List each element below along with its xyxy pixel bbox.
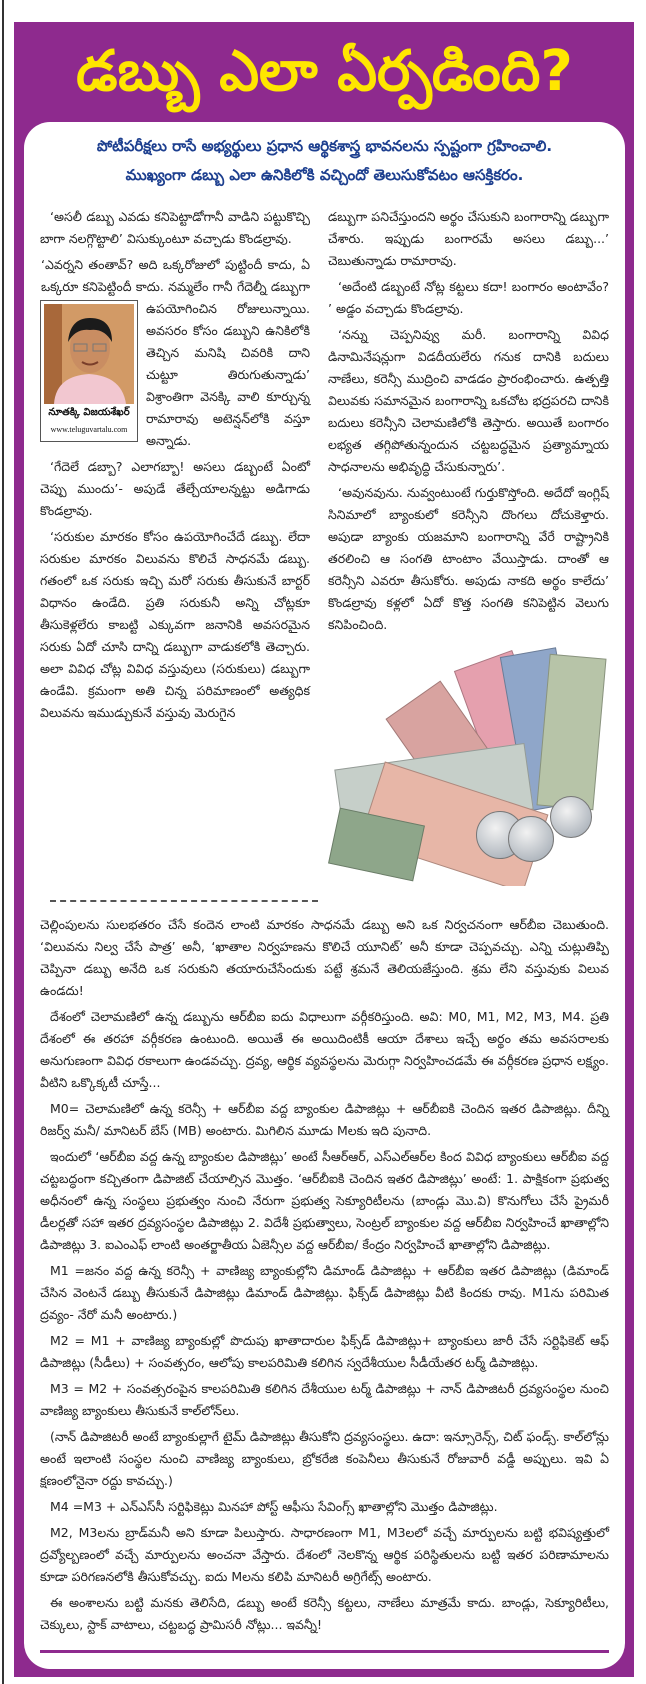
author-name: నూతక్కి విజయశేఖర్: [48, 407, 130, 418]
headline: డబ్బు ఎలా ఏర్పడింది?: [76, 39, 573, 104]
paragraph-text: ‘ఎవర్నని తంతావ్? అది ఒక్కరోజులో పుట్టిందీ కాదు, ఏ ఒక్కరూ కనిపెట్టిందీ కాదు. నమ్మలేం గానీ గేదెల్నీ డబ్బుగా ఉపయోగించిన రోజులున్నాయి. అవసరం కోసం డబ్బుని ఉనికిలోకి తెచ్చిన మనిషి చివరికి దాని చుట్టూ తిరుగుతున్నాడు’ విశ్రాంతిగా వెనక్కి వాలి కూర్చున్న రామారావు అటెన్షన్‌లోకి వస్తూ అన్నాడు.: [41, 257, 310, 448]
article-frame: [14, 22, 634, 1677]
currency-notes-image: [328, 646, 609, 886]
paragraph: ‘సరుకుల మారకం కోసం ఉపయోగించేదే డబ్బు. లేదా సరుకుల మారకం విలువను కొలిచే సాధనమే డబ్బు. గతంలో ఒక సరుకు ఇచ్చి మరో సరుకు తీసుకునే బార్టర్ విధానం ఉండేది. ప్రతి సరుకునీ అన్ని చోట్లకూ తీసుకెళ్లలేరు కాబట్టి ఎక్కువగా జనానికి అవసరమైన సరుకు ఏదో చూసి దాన్ని డబ్బుగా వాడుకలోకి తెచ్చారు. అలా వివిధ చోట్ల వివిధ వస్తువులు (సరుకులు) డబ్బుగా ఉండేవి. క్రమంగా అతి చిన్న పరిమాణంలో అత్యధిక విలువను ఇముడ్చుకునే వస్తువు మెరుగైన: [40, 529, 310, 720]
paragraph: M2, M3లను బ్రాడ్‌మనీ అని కూడా పిలుస్తారు. సాధారణంగా M1, M3లలో వచ్చే మార్పులను బట్టి భవిష్యత్తులో ద్రవ్యోల్బణంలో వచ్చే మార్పులను అంచనా వేస్తారు. దేశంలో నెలకొన్న ఆర్థిక పరిస్థితులను బట్టి ఇతర పరిణామాలను కూడా పరిగణనలోకి తీసుకోవచ్చు. ఐదు Mలను కలిపి మానిటరీ అగ్రిగేట్స్ అంటారు.: [40, 1525, 609, 1584]
section-divider: [50, 900, 318, 902]
money-definition-m4: M4 =M3 + ఎన్‌ఎస్‌సీ సర్టిఫికెట్లు మినహా పోస్ట్ ఆఫీసు సేవింగ్స్ ఖాతాల్లోని మొత్తం డిపాజిట్లు.: [50, 1499, 498, 1514]
paragraph: [40, 254, 310, 452]
two-column-section: [40, 206, 609, 886]
paragraph: ‘నన్ను చెప్పనివ్వు మరీ. బంగారాన్ని వివిధ డినామినేషన్లుగా విడదీయలేరు గనుక దానికి బదులు నాణేలు, కరెన్సీ ముద్రించి వాడడం ప్రారంభించారు. ఉత్పత్తి విలువకు సమానమైన బంగారాన్ని ఒకచోట భద్రపరచి దానికి బదులు కరెన్సీని చెలామణిలోకి తెస్తారు. అయితే బంగారం లభ్యత తగ్గిపోతున్నందున చట్టబద్ధమైన ప్రత్యామ్నాయ సాధనాలను అభివృద్ధి చేసుకున్నారు’.: [328, 327, 609, 474]
paragraph: (నాన్ డిపాజిటరీ అంటే బ్యాంకుల్లాగే టైమ్ డిపాజిట్లు తీసుకోని ద్రవ్యసంస్థలు. ఉదా: ఇన్సూరెన్స్, చిట్ ఫండ్స్. కాల్‌లోన్లు అంటే ఇలాంటి సంస్థల నుంచి వాణిజ్య బ్యాంకులు, బ్రోకరేజి కంపెనీలు తీసుకునే రోజువారీ వడ్డీ అప్పులు. ఇవి ఏ క్షణంలోనైనా రద్దు కావచ్చు.): [40, 1429, 609, 1488]
money-definition-m3: M3 = M2 + సంవత్సరంపైన కాలపరిమితి కలిగిన దేశీయుల టర్మ్ డిపాజిట్లు + నాన్ డిపాజిటరీ ద్రవ్యసంస్థల నుంచి వాణిజ్య బ్యాంకులు తీసుకునే కాల్‌లోన్‌లు.: [40, 1381, 609, 1418]
deck-line: ముఖ్యంగా డబ్బు ఎలా ఉనికిలోకి వచ్చిందో తెలుసుకోవటం ఆసక్తికరం.: [125, 166, 524, 184]
deck-line: పోటీపరీక్షలు రాసే అభ్యర్థులు ప్రధాన ఆర్థికశాస్త్ర భావనలను స్పష్టంగా గ్రహించాలి.: [96, 137, 553, 155]
money-definition-m0: M0= చెలామణిలో ఉన్న కరెన్సీ + ఆర్‌బీఐ వద్ద బ్యాంకుల డిపాజిట్లు + ఆర్‌బీఐకి చెందిన ఇతర డిపాజిట్లు. దీన్ని రిజర్వ్ మనీ/ మానిటర్ బేస్ (MB) అంటారు. మిగిలిన మూడు Mలకు ఇది పునాది.: [40, 1101, 609, 1138]
paragraph: ఈ అంశాలను బట్టి మనకు తెలిసేది, డబ్బు అంటే కరెన్సీ కట్టలు, నాణేలు మాత్రమే కాదు. బాండ్లు, సెక్యూరిటీలు, చెక్కులు, స్టాక్ వాటాలు, చట్టబద్ధ ప్రామిసరీ నోట్లు... ఇవన్నీ!: [40, 1595, 609, 1632]
full-width-section: [40, 914, 609, 1636]
author-photo: [44, 304, 134, 404]
money-definition-m2: M2 = M1 + వాణిజ్య బ్యాంకుల్లో పొదుపు ఖాతాదారుల ఫిక్స్‌డ్ డిపాజిట్లు+ బ్యాంకులు జారీ చేసే సర్టిఫికెట్ ఆఫ్ డిపాజిట్లు (సీడీలు) + సంవత్సరం, ఆలోపు కాలపరిమితి కలిగిన స్వదేశీయుల సీడీయేతర టర్మ్ డిపాజిట్లు.: [40, 1333, 609, 1370]
paragraph: డబ్బుగా పనిచేస్తుందని అర్థం చేసుకుని బంగారాన్ని డబ్బుగా చేశారు. ఇప్పుడు బంగారమే అసలు డబ్బు...’ చెబుతున్నాడు రామారావు.: [328, 209, 609, 268]
paragraph: ఇందులో ‘ఆర్‌బీఐ వద్ద ఉన్న బ్యాంకుల డిపాజిట్లు’ అంటే సీఆర్‌ఆర్, ఎస్‌ఎల్‌ఆర్‌ల కింద వివిధ బ్యాంకులు ఆర్‌బీఐ వద్ద చట్టబద్ధంగా కచ్చితంగా డిపాజిట్ చేయాల్సిన మొత్తం. ‘ఆర్‌బీఐకి చెందిన ఇతర డిపాజిట్లు’ అంటే: 1. పాక్షికంగా ప్రభుత్వ అధీనంలో ఉన్న సంస్థలు ప్రభుత్వం నుంచి నేరుగా ప్రభుత్వ సెక్యూరిటీలను (బాండ్లు మొ.వి) కొనుగోలు చేసే ప్రైమరీ డీలర్లతో సహా ఇతర ద్రవ్యసంస్థల డిపాజిట్లు 2. విదేశీ ప్రభుత్వాలు, సెంట్రల్ బ్యాంకుల వద్ద ఆర్‌బీఐ నిర్వహించే ఖాతాల్లోని డిపాజిట్లు 3. ఐఎంఎఫ్ లాంటి అంతర్జాతీయ ఏజెన్సీల వద్ద ఆర్‌బీఐ/ కేంద్రం నిర్వహించే ఖాతాల్లోని డిపాజిట్లు.: [40, 1149, 609, 1252]
right-column: [328, 206, 609, 886]
author-photo-box: [40, 300, 138, 442]
page-fold-line: [2, 0, 4, 1684]
deck: [40, 132, 609, 190]
article-body: [24, 122, 625, 1669]
left-column: [40, 206, 310, 886]
paragraph: ‘అదేంటి డబ్బంటే నోట్ల కట్టలు కదా! బంగారం అంటావేం? ’ అడ్డం వచ్చాడు కొండల్రావు.: [328, 279, 609, 316]
paragraph: ‘గేదెలే డబ్బా? ఎలాగబ్బా! అసలు డబ్బంటే ఏంటో చెప్పు ముందు’- అపుడే తేల్చేయాలన్నట్టు అడిగాడు కొండల్రావు.: [40, 459, 310, 518]
paragraph: ‘అవునవును. నువ్వంటుంటే గుర్తుకొస్తోంది. అదేదో ఇంగ్లిష్ సినిమాలో బ్యాంకులో కరెన్సీని దొంగలు దోచుకెళ్తారు. అపుడా బ్యాంకు యజమాని బంగారాన్ని వేరే రాష్ట్రానికి తరలించి ఆ సంగతి టాంటాం వేయిస్తాడు. దాంతో ఆ కరెన్సీని ఎవరూ తీసుకోరు. అపుడు నాకది అర్థం కాలేదు’ కొండల్రావు కళ్లలో ఏదో కొత్త సంగతి కనిపెట్టిన వెలుగు కనిపించింది.: [328, 485, 609, 632]
money-definition-m1: M1 =జనం వద్ద ఉన్న కరెన్సీ + వాణిజ్య బ్యాంకుల్లోని డిమాండ్ డిపాజిట్లు + ఆర్‌బీఐ ఇతర డిపాజిట్లు (డిమాండ్ చేసిన వెంటనే డబ్బు తీసుకునే డిపాజిట్లు డిమాండ్ డిపాజిట్లు. ఫిక్స్‌డ్ డిపాజిట్లు వీటి కిందకు రావు. M1ను పరిమిత ద్రవ్యం- నేరో మనీ అంటారు.): [40, 1263, 609, 1322]
bottom-rule: [40, 1650, 609, 1653]
author-website: www.teluguvartalu.com: [50, 425, 128, 434]
paragraph: దేశంలో చెలామణిలో ఉన్న డబ్బును ఆర్‌బీఐ ఐదు విధాలుగా వర్గీకరిస్తుంది. అవి: M0, M1, M2, M3, M4. ప్రతి దేశంలో ఈ తరహా వర్గీకరణ ఉంటుంది. అయితే ఈ అయిదింటికీ ఆయా దేశాలు ఇచ్చే అర్థం తమ అవసరాలకు అనుగుణంగా వివిధ రకాలుగా ఉండవచ్చు. ద్రవ్య, ఆర్థిక వ్యవస్థలను మెరుగ్గా నిర్వహించడమే ఈ వర్గీకరణ ప్రధాన లక్ష్యం. వీటిని ఒక్కొక్కటీ చూస్తే...: [40, 1009, 609, 1090]
paragraph: ‘అసలీ డబ్బు ఎవడు కనిపెట్టాడోగానీ వాడిని పట్టుకొచ్చి బాగా నలగ్గొట్టాలి’ విసుక్కుంటూ వచ్చాడు కొండల్రావు.: [40, 209, 310, 246]
paragraph: చెల్లింపులను సులభతరం చేసే కందెన లాంటి మారకం సాధనమే డబ్బు అని ఒక నిర్వచనంగా ఆర్‌బీఐ చెబుతుంది. ‘విలువను నిల్వ చేసే పాత్ర’ అనీ, ‘ఖాతాల నిర్వహణను కొలిచే యూనిట్’ అనీ కూడా చెప్పవచ్చు. ఎన్ని చుట్లుతిప్పి చెప్పినా డబ్బు అనేది ఒక సరుకుని తయారుచేసేందుకు పట్టే శ్రమనే తెలియజేస్తుంది. శ్రమ లేని వస్తువుకు విలువ ఉండదు!: [40, 917, 609, 998]
